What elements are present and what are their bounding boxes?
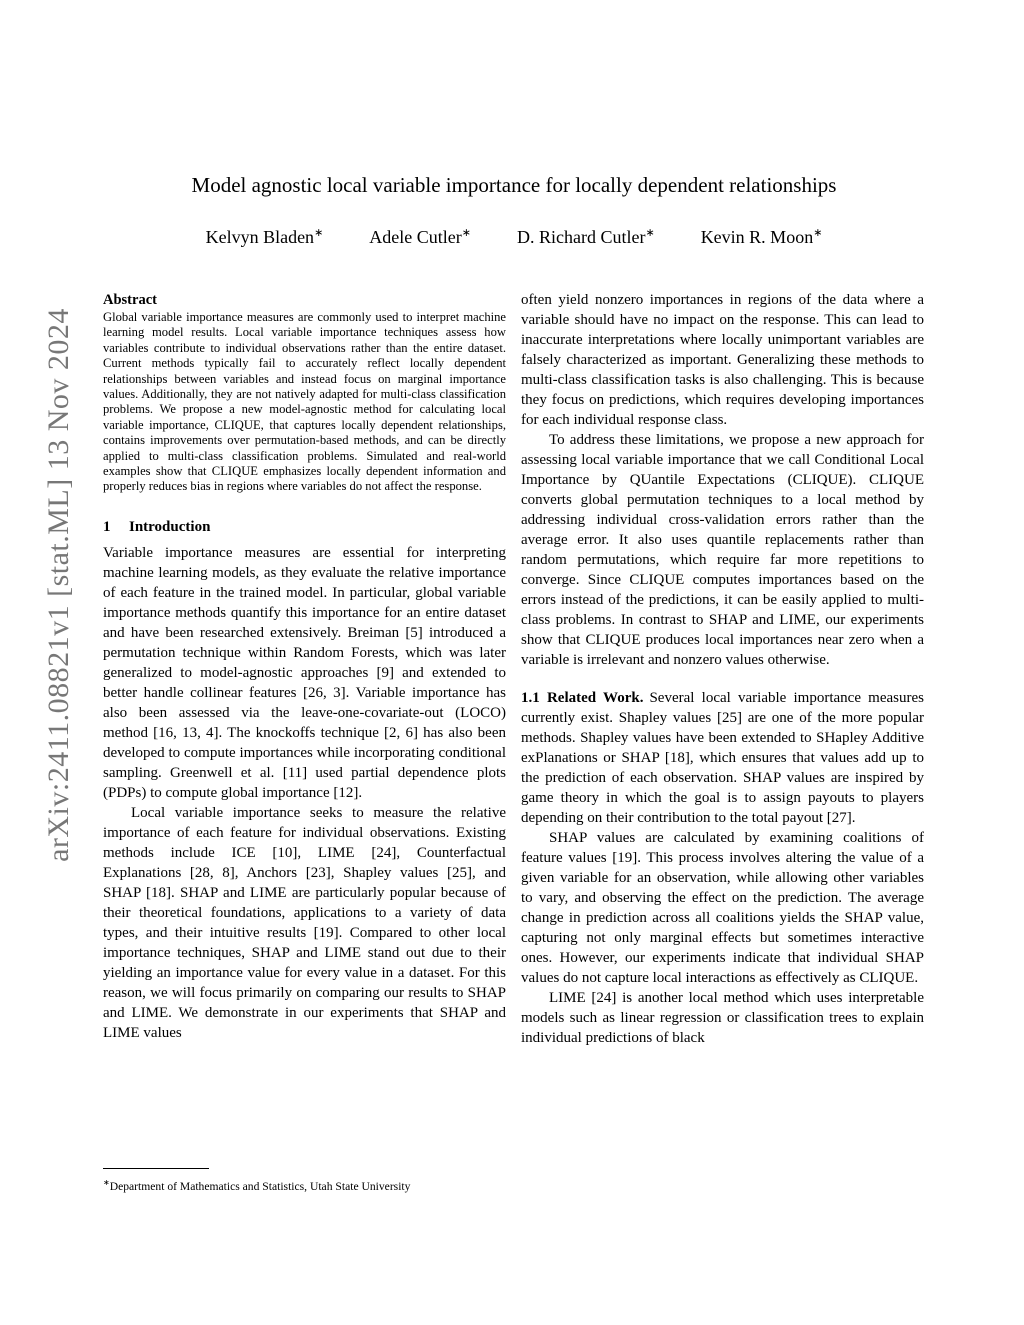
intro-paragraph-1: Variable importance measures are essential for interpreting machine learning models, as they evaluate the relative importance of each feature in the trained model. In particular, global variable importance methods quantify this importance for an entire dataset and have been researched extensively. Breiman [5] introduced a permutation technique within Random Forests, which was later generalized to model-agnostic approaches [9] and extended to better handle collinear features [26, 3]. Variable importance has also been assessed via the leave-one-covariate-out (LOCO) method [16, 13, 4]. The knockoffs technique [2, 6] has also been developed to compute importances while incorporating conditional sampling. Greenwell et al. [11] used partial dependence plots (PDPs) to compute global importance [12]. bbox=[103, 544, 506, 801]
arxiv-identifier-stamp bbox=[28, 190, 90, 980]
author: Adele Cutler∗ bbox=[369, 227, 471, 247]
author: Kelvyn Bladen∗ bbox=[205, 227, 324, 247]
subsection-heading-related-work: 1.1 Related Work. bbox=[521, 690, 644, 706]
author-list bbox=[96, 220, 932, 250]
arxiv-stamp-text: arXiv:2411.08821v1 [stat.ML] 13 Nov 2024 bbox=[42, 308, 75, 862]
affiliation-mark: ∗ bbox=[645, 227, 655, 239]
footnote-rule bbox=[103, 1168, 209, 1169]
left-column bbox=[103, 290, 506, 1043]
footnote bbox=[103, 1175, 506, 1195]
related-work-paragraph-1: 1.1 Related Work. Several local variable importance measures currently exist. Shapley values [25] are one of the more popular methods. Shapley values have been extended to SHapley Additive exPlanations or SHAP [18], which ensures that values add up to the prediction of each observation. SHAP values are inspired by game theory in which the goal is to assign payouts to players depending on their contribution to the total payout [27]. bbox=[521, 690, 924, 826]
footnote-text: Department of Mathematics and Statistics, Utah State University bbox=[109, 1179, 411, 1193]
abstract-text: Global variable importance measures are commonly used to interpret machine learning model results. Local variable importance techniques assess how variables contribute to individual observations rather than the entire dataset. Current methods typically fail to accurately reflect locally dependent relationships between variables and instead focus on marginal importance values. Additionally, they are not natively adapted for multi-class classification problems. We propose a new model-agnostic method for calculating local variable importance, CLIQUE, that captures locally dependent relationships, contains improvements over permutation-based methods, and can be directly applied to multi-class classification problems. Simulated and real-world examples show that CLIQUE emphasizes locally dependent information and properly reduces bias in regions where variables do not affect the response. bbox=[103, 310, 506, 494]
related-work-paragraph-2: SHAP values are calculated by examining coalitions of feature values [19]. This process involves altering the value of a given variable for an observation, while allowing other variables to vary, and observing the effect on the prediction. The average change in prediction across all coalitions yields the SHAP value, capturing not only marginal effects but sometimes interactive ones. However, our experiments indicate that individual SHAP values do not capture local interactions as effectively as CLIQUE. bbox=[521, 830, 924, 986]
right-column bbox=[521, 290, 924, 1048]
affiliation-mark: ∗ bbox=[813, 227, 823, 239]
affiliation-mark: ∗ bbox=[314, 227, 324, 239]
related-work-paragraph-3: LIME [24] is another local method which uses interpretable models such as linear regression or classification trees to explain individual predictions of black bbox=[521, 990, 924, 1046]
paper-title: Model agnostic local variable importance for locally dependent relationships bbox=[191, 173, 837, 197]
author: Kevin R. Moon∗ bbox=[700, 227, 823, 247]
intro-paragraph-2: Local variable importance seeks to measure the relative importance of each feature for individual observations. Existing methods include ICE [10], LIME [24], Counterfactual Explanations [28, 8], Anchors [23], Shapley values [25], and SHAP [18]. SHAP and LIME are particularly popular because of their theoretical foundations, applications to a variety of data types, and their intuitive results [19]. Compared to other local importance techniques, SHAP and LIME stand out due to their yielding an importance value for every value in a dataset. For this reason, we will focus primarily on comparing our results to SHAP and LIME. We demonstrate in our experiments that SHAP and LIME values bbox=[103, 804, 506, 1041]
section-heading-introduction bbox=[103, 517, 506, 537]
abstract-heading: Abstract bbox=[103, 292, 157, 308]
intro-paragraph-3: often yield nonzero importances in regions of the data where a variable should have no impact on the response. This can lead to inaccurate interpretations where locally unimportant variables are falsely characterized as important. Generalizing these methods to multi-class classification tasks is also challenging. This is because they focus on predictions, which requires developing importances for each individual response class. bbox=[521, 292, 924, 428]
intro-paragraph-4: To address these limitations, we propose a new approach for assessing local variable importance that we call Conditional Local Importance by QUantile Expectations (CLIQUE). CLIQUE converts global permutation techniques to a local method by addressing individual cross-validation errors rather than the average error. It also uses quantile replacements rather than random permutations, which require far more repetitions to converge. Since CLIQUE computes importances based on the errors instead of the predictions, it can be easily applied to multi-class problems. In contrast to SHAP and LIME, our experiments show that CLIQUE produces local importances near zero when a variable is irrelevant and nonzero values otherwise. bbox=[521, 432, 924, 668]
section-title: Introduction bbox=[129, 518, 211, 535]
affiliation-mark: ∗ bbox=[461, 227, 471, 239]
footnote-mark: ∗ bbox=[103, 1178, 110, 1187]
section-number: 1 bbox=[103, 518, 111, 535]
author: D. Richard Cutler∗ bbox=[516, 227, 655, 247]
